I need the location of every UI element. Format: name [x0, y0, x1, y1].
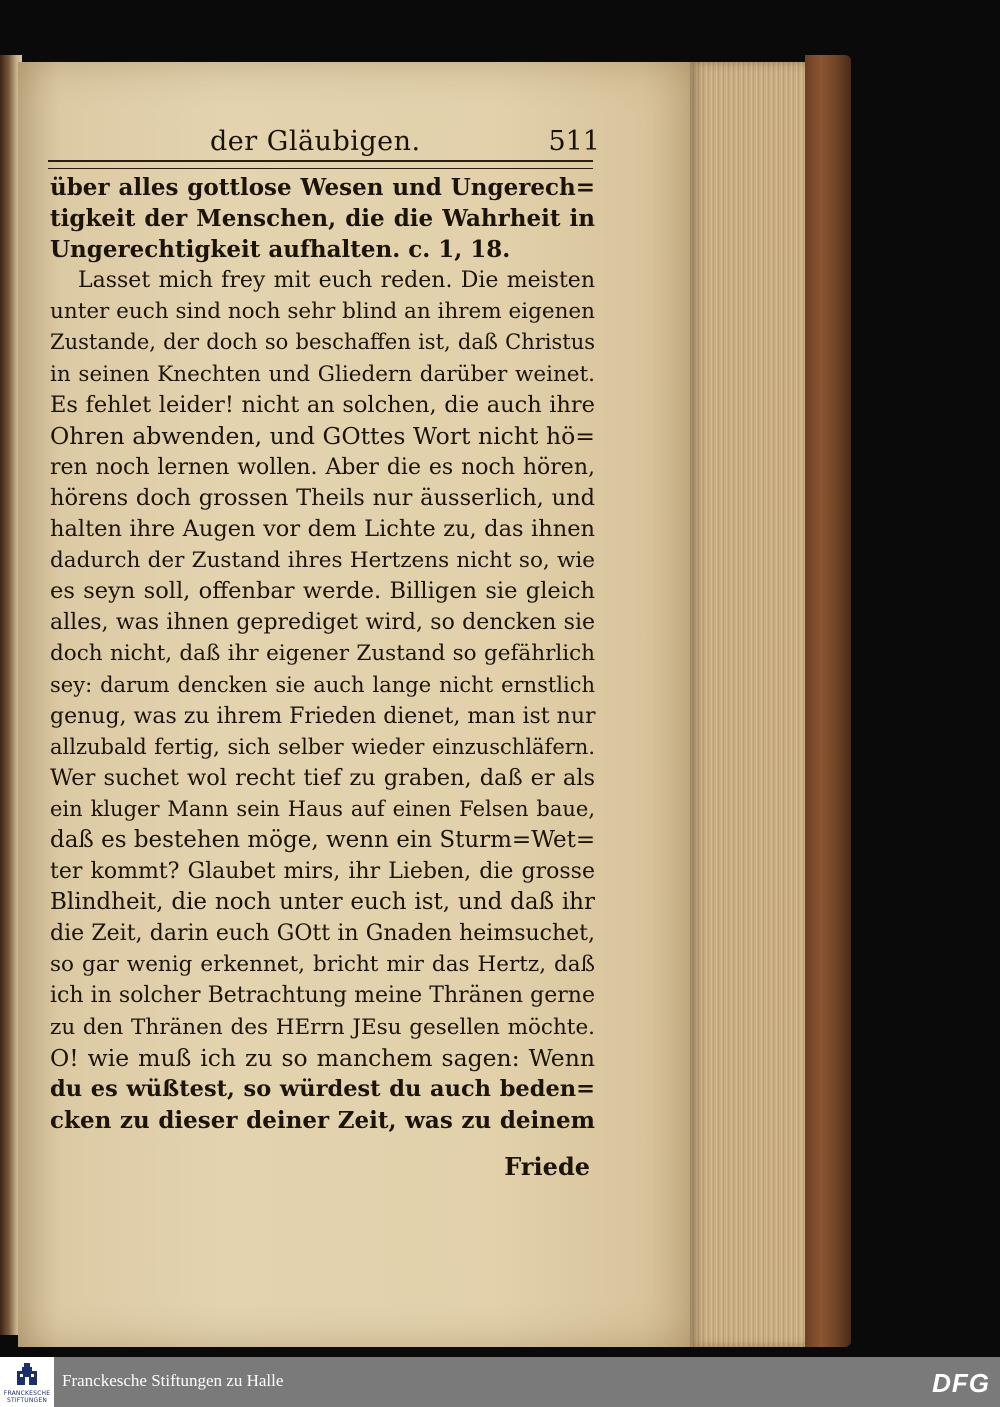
- text-line: [50, 1012, 595, 1043]
- text-line-content: Blindheit, die noch unter euch ist, und daß ihr: [50, 889, 595, 916]
- text-line: [50, 390, 595, 421]
- dfg-logo[interactable]: DFG: [932, 1368, 990, 1398]
- text-line-content: Zustande, der doch so beschaffen ist, daß Christus: [50, 330, 595, 355]
- text-line: [50, 1074, 595, 1105]
- text-line: [50, 856, 595, 887]
- text-line: [50, 296, 595, 327]
- text-line: [50, 638, 595, 669]
- text-line: [50, 483, 595, 514]
- text-line-content: zu den Thränen des HErrn JEsu gesellen möchte.: [50, 1014, 595, 1040]
- text-line-content: Wer suchet wol recht tief zu graben, daß er als: [50, 764, 595, 791]
- text-line-content: so gar wenig erkennet, bricht mir das Hertz, daß: [50, 952, 595, 978]
- text-line: [50, 576, 595, 607]
- text-line-content: daß es bestehen möge, wenn ein Sturm=Wet=: [50, 826, 596, 853]
- text-line-content: ich in solcher Betrachtung meine Thränen gerne: [50, 983, 595, 1009]
- header-rule: [48, 160, 593, 169]
- text-line-content: die Zeit, darin euch GOtt in Gnaden heimsuchet,: [50, 921, 595, 947]
- catchword: Friede: [504, 1152, 590, 1181]
- text-line: [50, 359, 595, 390]
- institution-logo[interactable]: [0, 1357, 54, 1407]
- text-line-content: tigkeit der Menschen, die die Wahrheit in: [50, 205, 595, 233]
- text-line: [50, 265, 595, 296]
- text-line-content: ter kommt? Glaubet mirs, ihr Lieben, die grosse: [50, 859, 595, 885]
- text-line-content: Ohren abwenden, und GOttes Wort nicht hö=: [50, 421, 595, 450]
- text-line-content: ein kluger Mann sein Haus auf einen Felsen baue,: [50, 796, 595, 821]
- text-line-content: doch nicht, daß ihr eigener Zustand so gefährlich: [50, 641, 595, 667]
- text-line: [50, 1105, 595, 1136]
- text-line-content: genug, was zu ihrem Frieden dienet, man ist nur: [50, 703, 596, 729]
- text-line: [50, 763, 595, 794]
- text-line-content: du es wüßtest, so würdest du auch beden=: [50, 1075, 595, 1102]
- text-line-content: Es fehlet leider! nicht an solchen, die auch ihre: [50, 391, 595, 418]
- text-line: [50, 887, 595, 918]
- building-icon: [13, 1361, 41, 1387]
- text-line: [50, 234, 595, 265]
- text-line: [50, 794, 595, 825]
- running-head: der Gläubigen.: [210, 126, 421, 157]
- text-line: [50, 918, 595, 949]
- text-line: [50, 545, 595, 576]
- text-line: [50, 452, 595, 483]
- text-line: [50, 607, 595, 638]
- text-line: [50, 670, 595, 701]
- page-fore-edge: [690, 62, 812, 1347]
- text-line-content: O! wie muß ich zu so manchem sagen: Wenn: [50, 1043, 595, 1072]
- text-line: [50, 949, 595, 980]
- text-line-content: über alles gottlose Wesen und Ungerech=: [50, 174, 595, 201]
- text-line-content: in seinen Knechten und Gliedern darüber weinet.: [50, 361, 595, 387]
- text-line-content: unter euch sind noch sehr blind an ihrem eigenen: [50, 299, 595, 325]
- text-line-content: alles, was ihnen geprediget wird, so dencken sie: [50, 610, 595, 636]
- text-line-content: Ungerechtigkeit aufhalten. c. 1, 18.: [50, 236, 511, 264]
- text-line-content: allzubald fertig, sich selber wieder einzuschläfern.: [50, 734, 595, 759]
- page-number: 511: [548, 126, 600, 157]
- text-line: [50, 701, 595, 732]
- text-line-content: cken zu dieser deiner Zeit, was zu deinem: [50, 1106, 595, 1134]
- logo-text-line: STIFTUNGEN: [6, 1397, 48, 1404]
- text-line-content: ren noch lernen wollen. Aber die es noch hören,: [50, 454, 595, 480]
- logo-text-line: FRANCKESCHE: [3, 1390, 51, 1397]
- text-line-content: es seyn soll, offenbar werde. Billigen sie gleich: [50, 578, 595, 605]
- text-line-content: hörens doch grossen Theils nur äusserlich, und: [50, 484, 595, 511]
- text-line-content: Lasset mich frey mit euch reden. Die meisten: [78, 268, 595, 294]
- institution-name: Franckesche Stiftungen zu Halle: [62, 1371, 284, 1390]
- text-line: [50, 1043, 595, 1074]
- text-line: [50, 421, 595, 452]
- logo-text: [1, 1390, 53, 1404]
- leather-cover: [805, 55, 851, 1347]
- text-line: [50, 825, 595, 856]
- text-line-content: dadurch der Zustand ihres Hertzens nicht so, wie: [50, 548, 595, 574]
- text-line: [50, 514, 595, 545]
- text-line: [50, 172, 595, 203]
- text-line: [50, 327, 595, 358]
- text-line: [50, 203, 595, 234]
- body-text: [50, 172, 595, 1136]
- text-line-content: sey: darum dencken sie auch lange nicht ernstlich: [50, 672, 595, 697]
- viewer-footer: [0, 1357, 1000, 1407]
- text-line: [50, 732, 595, 763]
- text-line: [50, 980, 595, 1011]
- text-line-content: halten ihre Augen vor dem Lichte zu, das ihnen: [50, 516, 595, 543]
